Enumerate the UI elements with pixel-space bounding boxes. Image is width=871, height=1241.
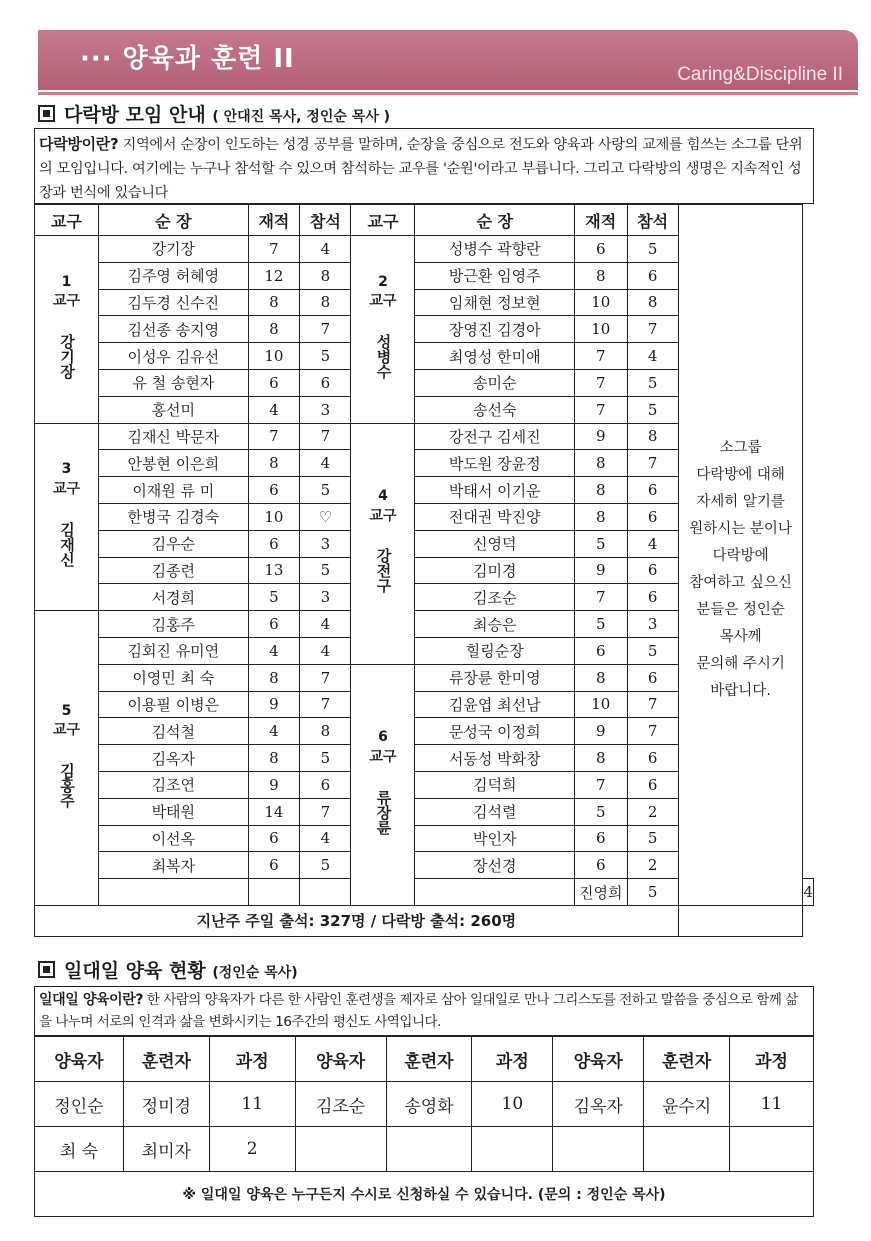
leader-names: 강전구 김세진 — [415, 423, 575, 450]
attended-count: 5 — [300, 557, 351, 584]
enrolled-count: 6 — [248, 611, 300, 638]
leader-names: 송미순 — [415, 369, 575, 396]
attended-count: 6 — [627, 477, 678, 504]
small-group-heading-sub: ( 안대진 목사, 정인순 목사 ) — [212, 109, 391, 125]
leader-names: 김조연 — [99, 771, 249, 798]
leader-names: 박태서 이기운 — [415, 477, 575, 504]
mentor: 정인순 — [35, 1082, 124, 1127]
enrolled-count: 7 — [575, 396, 628, 423]
attended-count: 5 — [300, 852, 351, 879]
enrolled-count: 8 — [248, 316, 300, 343]
leader-names: 서동성 박화창 — [415, 745, 575, 772]
trainee: 송영화 — [386, 1082, 472, 1127]
leader-names: 박도원 장윤정 — [415, 450, 575, 477]
leader-names: 김종련 — [99, 557, 249, 584]
leader-names: 강기장 — [99, 236, 249, 263]
leader-names: 류장륜 한미영 — [415, 664, 575, 691]
leader-names: 임채현 정보현 — [415, 289, 575, 316]
contact-note-line: 소그룹 — [719, 440, 762, 457]
trainee: 윤수지 — [644, 1082, 730, 1127]
enrolled-count: 5 — [575, 530, 628, 557]
mentoring-intro — [34, 986, 814, 1036]
leader-names: 진영희 — [575, 879, 628, 906]
leader-names: 전대권 박진양 — [415, 503, 575, 530]
leader-names: 김두경 신수진 — [99, 289, 249, 316]
leader-names: 김홍주 — [99, 611, 249, 638]
attended-count: 5 — [627, 396, 678, 423]
enrolled-count: 5 — [248, 584, 300, 611]
attended-count: 6 — [300, 369, 351, 396]
district-number: 3 — [61, 461, 72, 478]
enrolled-count: 7 — [248, 423, 300, 450]
enrolled-count: 10 — [575, 316, 628, 343]
mentoring-heading: 일대일 양육 현황 (정인순 목사) — [38, 956, 298, 983]
enrolled-count: 8 — [575, 262, 628, 289]
leader-names: 김석렬 — [415, 798, 575, 825]
enrolled-count: 9 — [575, 423, 628, 450]
attended-count: 6 — [627, 664, 678, 691]
attended-count: 3 — [627, 611, 678, 638]
attended-count: 6 — [627, 584, 678, 611]
district-number: 2 — [378, 273, 388, 290]
district-cell — [35, 423, 99, 611]
attended-count: 7 — [300, 798, 351, 825]
intro-term: 다락방이란? — [39, 135, 119, 153]
enrolled-count: 7 — [575, 343, 628, 370]
attended-count: 6 — [627, 771, 678, 798]
leader-names: 성병수 곽향란 — [415, 236, 575, 263]
attended-count: 5 — [300, 477, 351, 504]
table-header-row — [35, 205, 814, 236]
column-header: 교구 — [351, 205, 415, 236]
contact-note-line: 다락방에 — [712, 548, 769, 565]
district-leader: 강기장 — [58, 334, 76, 380]
empty-cell — [99, 879, 249, 906]
enrolled-count: 6 — [575, 637, 628, 664]
attended-count: 6 — [627, 745, 678, 772]
contact-note-line: 바랍니다. — [710, 683, 771, 700]
attended-count: 7 — [627, 718, 678, 745]
leader-names: 방근환 임영주 — [415, 262, 575, 289]
contact-note-line: 분들은 정인순 — [696, 602, 785, 619]
contact-note-line: 참여하고 싶으신 — [689, 575, 792, 592]
attended-count: 7 — [627, 450, 678, 477]
column-header: 참석 — [627, 205, 678, 236]
contact-note — [678, 236, 803, 906]
enrolled-count: 6 — [248, 369, 300, 396]
district-leader: 김홍주 — [58, 762, 76, 808]
enrolled-count: 9 — [575, 557, 628, 584]
column-header: 양육자 — [295, 1037, 386, 1082]
attended-count: 5 — [300, 343, 351, 370]
leader-names: 이선옥 — [99, 825, 249, 852]
attended-count: 3 — [300, 584, 351, 611]
contact-note-line: 문의해 주시기 — [696, 656, 785, 673]
enrolled-count: 5 — [575, 611, 628, 638]
enrolled-count: 5 — [575, 798, 628, 825]
enrolled-count: 8 — [575, 745, 628, 772]
attended-count: 4 — [300, 236, 351, 263]
table-row — [35, 1082, 814, 1127]
district-label: 교구 — [52, 722, 81, 739]
leader-names: 김미경 — [415, 557, 575, 584]
attended-count: 7 — [300, 316, 351, 343]
leader-names: 박태원 — [99, 798, 249, 825]
district-number: 6 — [378, 729, 388, 746]
attended-count: 5 — [627, 236, 678, 263]
small-group-heading: 다락방 모임 안내 ( 안대진 목사, 정인순 목사 ) — [38, 100, 390, 127]
mentor: 김조순 — [295, 1082, 386, 1127]
enrolled-count: 5 — [627, 879, 678, 906]
attended-count: 8 — [300, 718, 351, 745]
attended-count: 8 — [300, 289, 351, 316]
column-header: 양육자 — [35, 1037, 124, 1082]
enrolled-count: 8 — [575, 664, 628, 691]
district-leader: 강전구 — [374, 548, 393, 594]
enrolled-count: 8 — [575, 450, 628, 477]
district-number: 5 — [61, 702, 72, 719]
course: 10 — [472, 1082, 553, 1127]
attended-count: 4 — [300, 637, 351, 664]
district-label: 교구 — [369, 749, 397, 766]
enrolled-count: 4 — [248, 637, 300, 664]
enrolled-count: 9 — [248, 771, 300, 798]
page-subtitle: Caring&Discipline II — [677, 64, 843, 85]
leader-names: 이용필 이병은 — [99, 691, 249, 718]
leader-names: 이영민 최 숙 — [99, 664, 249, 691]
district-leader: 성병수 — [374, 334, 393, 380]
column-header: 훈련자 — [123, 1037, 209, 1082]
column-header: 훈련자 — [386, 1037, 472, 1082]
leader-names: 김덕희 — [415, 771, 575, 798]
column-header: 훈련자 — [644, 1037, 730, 1082]
enrolled-count: 13 — [248, 557, 300, 584]
enrolled-count: 8 — [248, 450, 300, 477]
enrolled-count: 6 — [248, 530, 300, 557]
leader-names: 안봉현 이은희 — [99, 450, 249, 477]
intro-term: 일대일 양육이란? — [39, 992, 144, 1008]
column-header: 양육자 — [553, 1037, 644, 1082]
attended-count: 5 — [300, 745, 351, 772]
attended-count: 6 — [627, 503, 678, 530]
attended-count: 5 — [627, 825, 678, 852]
enrolled-count: 4 — [248, 718, 300, 745]
attended-count: 7 — [300, 691, 351, 718]
enrolled-count: 7 — [575, 369, 628, 396]
enrolled-count: 6 — [575, 236, 628, 263]
attended-count: 8 — [627, 289, 678, 316]
district-number: 4 — [378, 488, 388, 505]
district-leader: 김재신 — [58, 521, 76, 567]
district-cell — [351, 236, 415, 424]
enrolled-count: 10 — [248, 503, 300, 530]
contact-note-line: 자세히 알기를 — [696, 494, 785, 511]
district-cell — [35, 611, 99, 906]
district-label: 교구 — [369, 507, 397, 524]
leader-names: 김옥자 — [99, 745, 249, 772]
column-header: 재적 — [575, 205, 628, 236]
attended-count: 4 — [627, 343, 678, 370]
district-cell — [351, 664, 415, 905]
mentor — [553, 1127, 644, 1172]
leader-names: 신영덕 — [415, 530, 575, 557]
leader-names: 서경희 — [99, 584, 249, 611]
attended-count: 4 — [803, 879, 814, 906]
leader-names: 유 철 송현자 — [99, 369, 249, 396]
leader-names: 이성우 김유선 — [99, 343, 249, 370]
leader-names: 이재원 류 미 — [99, 477, 249, 504]
attended-count: 7 — [627, 691, 678, 718]
attended-count: 7 — [627, 316, 678, 343]
column-header: 과정 — [472, 1037, 553, 1082]
leader-names: 송선숙 — [415, 396, 575, 423]
leader-names: 김윤엽 최선남 — [415, 691, 575, 718]
column-header: 순 장 — [99, 205, 249, 236]
contact-note-line: 원하시는 분이나 — [689, 521, 792, 538]
leader-names: 김주영 허혜영 — [99, 262, 249, 289]
attended-count: 6 — [300, 771, 351, 798]
column-header: 과정 — [209, 1037, 295, 1082]
attended-count: 6 — [627, 262, 678, 289]
leader-names: 김선종 송지영 — [99, 316, 249, 343]
leader-names: 힐링순장 — [415, 637, 575, 664]
enrolled-count: 8 — [248, 664, 300, 691]
mentoring-table — [34, 1036, 814, 1217]
enrolled-count: 10 — [575, 691, 628, 718]
district-cell — [351, 423, 415, 664]
enrolled-count: 6 — [248, 477, 300, 504]
intro-text: 지역에서 순장이 인도하는 성경 공부를 말하며, 순장을 중심으로 전도와 양육과 사랑의 교제를 힘쓰는 소그룹 단위의 모임입니다. 여기에는 누구나 참석할 수 있으며 참석하는 교우를 '순원'이라고 부릅니다. 그리고 다락방의 생명은 지속적인 성장과 번식에 있습니다 — [39, 137, 803, 201]
attended-count: 3 — [300, 396, 351, 423]
contact-note-line: 다락방에 대해 — [696, 467, 785, 484]
enrolled-count — [300, 879, 351, 906]
attended-count: 2 — [627, 852, 678, 879]
enrolled-count: 7 — [575, 584, 628, 611]
small-group-table — [34, 204, 814, 937]
trainee: 정미경 — [123, 1082, 209, 1127]
course: 11 — [730, 1082, 814, 1127]
district-label: 교구 — [52, 481, 81, 498]
district-cell — [35, 236, 99, 424]
page-title: ··· 양육과 훈련 II — [80, 44, 295, 74]
course — [730, 1127, 814, 1172]
district-leader: 류장륜 — [374, 789, 393, 835]
enrolled-count: 7 — [248, 236, 300, 263]
enrolled-count: 12 — [248, 262, 300, 289]
column-header: 참석 — [300, 205, 351, 236]
enrolled-count: 8 — [248, 745, 300, 772]
leader-names: 김조순 — [415, 584, 575, 611]
small-group-intro — [34, 128, 814, 204]
leader-names: 김재신 박문자 — [99, 423, 249, 450]
attended-count: 8 — [300, 262, 351, 289]
course: 2 — [209, 1127, 295, 1172]
mentor: 김옥자 — [553, 1082, 644, 1127]
header-divider — [38, 92, 858, 95]
leader-names — [248, 879, 300, 906]
column-header: 교구 — [35, 205, 99, 236]
attended-count: 5 — [627, 369, 678, 396]
intro-text: 한 사람의 양육자가 다른 한 사람인 훈련생을 제자로 삼아 일대일로 만나 그리스도를 전하고 말씀을 중심으로 함께 삶을 나누며 서로의 인격과 삶을 변화시키는 16주간의 평신도 사역입니다. — [39, 993, 798, 1030]
mentor — [295, 1127, 386, 1172]
enrolled-count: 10 — [575, 289, 628, 316]
attended-count — [415, 879, 575, 906]
district-label: 교구 — [52, 293, 81, 310]
square-bullet-icon — [38, 105, 55, 122]
leader-names: 박인자 — [415, 825, 575, 852]
table-row — [35, 1127, 814, 1172]
mentoring-footer-note: ※ 일대일 양육은 누구든지 수시로 신청하실 수 있습니다. (문의 : 정인순 목사) — [35, 1172, 814, 1217]
district-label: 교구 — [369, 293, 397, 310]
enrolled-count: 6 — [575, 825, 628, 852]
leader-names: 최영성 한미애 — [415, 343, 575, 370]
leader-names: 최복자 — [99, 852, 249, 879]
trainee: 최미자 — [123, 1127, 209, 1172]
trainee — [644, 1127, 730, 1172]
leader-names: 홍선미 — [99, 396, 249, 423]
enrolled-count: 6 — [248, 825, 300, 852]
attendance-summary: 지난주 주일 출석: 327명 / 다락방 출석: 260명 — [35, 905, 679, 936]
leader-names: 김회진 유미연 — [99, 637, 249, 664]
column-header: 순 장 — [415, 205, 575, 236]
district-number: 1 — [61, 273, 72, 290]
attended-count: ♡ — [300, 503, 351, 530]
leader-names: 문성국 이정희 — [415, 718, 575, 745]
attended-count: 3 — [300, 530, 351, 557]
attended-count: 5 — [627, 637, 678, 664]
attended-count: 2 — [627, 798, 678, 825]
attended-count: 7 — [300, 664, 351, 691]
square-bullet-icon — [38, 961, 55, 978]
enrolled-count: 9 — [248, 691, 300, 718]
attended-count: 4 — [300, 825, 351, 852]
mentor: 최 숙 — [35, 1127, 124, 1172]
leader-names: 최승은 — [415, 611, 575, 638]
column-header: 재적 — [248, 205, 300, 236]
table-row — [35, 236, 814, 263]
leader-names: 김석철 — [99, 718, 249, 745]
attended-count: 4 — [300, 450, 351, 477]
enrolled-count: 6 — [575, 852, 628, 879]
enrolled-count: 6 — [248, 852, 300, 879]
enrolled-count: 14 — [248, 798, 300, 825]
leader-names: 장영진 김경아 — [415, 316, 575, 343]
leader-names: 한병국 김경숙 — [99, 503, 249, 530]
attended-count: 8 — [627, 423, 678, 450]
contact-note-line: 목사께 — [719, 629, 762, 646]
enrolled-count: 7 — [575, 771, 628, 798]
attended-count: 4 — [627, 530, 678, 557]
enrolled-count: 10 — [248, 343, 300, 370]
enrolled-count: 8 — [575, 477, 628, 504]
attended-count: 4 — [300, 611, 351, 638]
enrolled-count: 9 — [575, 718, 628, 745]
table-header-row — [35, 1037, 814, 1082]
course — [472, 1127, 553, 1172]
enrolled-count: 4 — [248, 396, 300, 423]
attended-count: 6 — [627, 557, 678, 584]
column-header: 과정 — [730, 1037, 814, 1082]
enrolled-count: 8 — [575, 503, 628, 530]
course: 11 — [209, 1082, 295, 1127]
leader-names: 김우순 — [99, 530, 249, 557]
attended-count: 7 — [300, 423, 351, 450]
mentoring-heading-sub: (정인순 목사) — [212, 965, 298, 981]
enrolled-count: 8 — [248, 289, 300, 316]
leader-names: 장선경 — [415, 852, 575, 879]
trainee — [386, 1127, 472, 1172]
